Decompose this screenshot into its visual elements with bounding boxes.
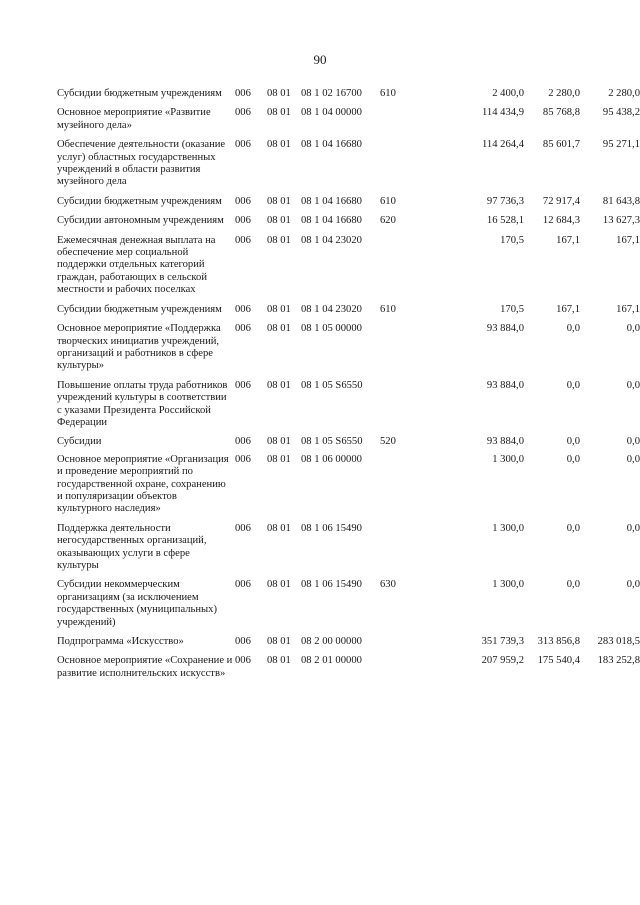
row-amount-year3: 95 438,2 [602, 107, 640, 119]
row-vr: 620 [380, 215, 396, 227]
table-row [57, 234, 640, 297]
row-name: Основное мероприятие «Поддержка творческих инициатив учреждений, организаций и работников в сфере культуры» [57, 323, 221, 372]
row-amount-year2: 0,0 [566, 579, 580, 591]
table-row [57, 453, 640, 516]
row-ved: 006 [235, 234, 251, 246]
row-amount-year3: 95 271,1 [602, 139, 640, 151]
row-name: Повышение оплаты труда работников учреждений культуры в соответствии с указами Президента Российской Федерации [57, 379, 228, 428]
row-rz: 08 01 [267, 323, 291, 335]
row-ved: 006 [235, 107, 251, 119]
row-csr: 08 1 05 S6550 [301, 436, 363, 448]
row-amount-year2: 313 856,8 [537, 636, 580, 648]
row-csr: 08 2 01 00000 [301, 655, 362, 667]
row-rz: 08 01 [267, 636, 291, 648]
row-csr: 08 1 04 23020 [301, 303, 362, 315]
row-amount-year3: 2 280,0 [608, 88, 640, 99]
row-name: Основное мероприятие «Сохранение и развитие исполнительских искусств» [57, 655, 233, 679]
row-csr: 08 1 04 16680 [301, 215, 362, 227]
table-row [57, 195, 640, 208]
row-amount-year2: 85 768,8 [542, 107, 580, 119]
row-amount-year3: 0,0 [626, 379, 640, 391]
table-row [57, 323, 640, 373]
row-name: Основное мероприятие «Организация и проведение мероприятий по государственной охране, сохранению и популяризации объектов культурного наследия» [57, 453, 229, 515]
row-amount-year2: 0,0 [566, 522, 580, 534]
row-csr: 08 1 04 16680 [301, 139, 362, 151]
row-amount-year2: 12 684,3 [542, 215, 580, 227]
table-row [57, 379, 640, 430]
row-amount-year1: 2 400,0 [492, 88, 524, 99]
row-rz: 08 01 [267, 436, 291, 448]
row-amount-year3: 0,0 [626, 323, 640, 335]
row-csr: 08 1 05 00000 [301, 323, 362, 335]
row-amount-year2: 175 540,4 [537, 655, 580, 667]
row-rz: 08 01 [267, 139, 291, 151]
table-row [57, 303, 640, 316]
row-amount-year3: 0,0 [626, 453, 640, 465]
row-csr: 08 1 02 16700 [301, 88, 362, 99]
row-amount-year3: 167,1 [616, 303, 640, 315]
row-csr: 08 1 04 23020 [301, 234, 362, 246]
row-ved: 006 [235, 522, 251, 534]
row-amount-year1: 1 300,0 [492, 453, 524, 465]
page-number: 90 [313, 52, 327, 67]
row-csr: 08 1 04 00000 [301, 107, 362, 119]
row-amount-year1: 16 528,1 [486, 215, 524, 227]
row-name: Основное мероприятие «Развитие музейного дела» [57, 107, 211, 131]
row-ved: 006 [235, 379, 251, 391]
row-amount-year2: 167,1 [556, 234, 580, 246]
row-csr: 08 1 04 16680 [301, 195, 362, 207]
budget-table [57, 88, 640, 680]
row-vr: 610 [380, 195, 396, 207]
row-amount-year2: 0,0 [566, 453, 580, 465]
row-amount-year3: 0,0 [626, 522, 640, 534]
row-ved: 006 [235, 636, 251, 648]
row-amount-year1: 93 884,0 [486, 379, 524, 391]
row-ved: 006 [235, 453, 251, 465]
table-row [57, 522, 640, 573]
row-amount-year2: 2 280,0 [548, 88, 580, 99]
row-rz: 08 01 [267, 453, 291, 465]
row-vr: 630 [380, 579, 396, 591]
row-name: Субсидии бюджетным учреждениям [57, 88, 222, 99]
row-name: Субсидии бюджетным учреждениям [57, 303, 222, 315]
row-vr: 520 [380, 436, 396, 448]
row-rz: 08 01 [267, 579, 291, 591]
row-ved: 006 [235, 655, 251, 667]
row-rz: 08 01 [267, 234, 291, 246]
row-amount-year2: 0,0 [566, 379, 580, 391]
table-row [57, 107, 640, 132]
row-rz: 08 01 [267, 522, 291, 534]
table-row [57, 88, 640, 100]
row-rz: 08 01 [267, 215, 291, 227]
row-name: Ежемесячная денежная выплата на обеспечение мер социальной поддержки отдельных категорий граждан, работающих в сельской местности и рабочих поселках [57, 234, 216, 296]
row-amount-year1: 114 434,9 [482, 107, 524, 119]
table-row [57, 139, 640, 189]
table-row [57, 215, 640, 227]
row-amount-year1: 1 300,0 [492, 522, 524, 534]
table-row [57, 636, 640, 648]
row-rz: 08 01 [267, 379, 291, 391]
row-rz: 08 01 [267, 303, 291, 315]
row-amount-year1: 114 264,4 [482, 139, 524, 151]
row-name: Субсидии [57, 436, 102, 448]
row-amount-year2: 0,0 [566, 436, 580, 448]
row-ved: 006 [235, 303, 251, 315]
row-amount-year1: 207 959,2 [481, 655, 524, 667]
row-amount-year2: 0,0 [566, 323, 580, 335]
row-ved: 006 [235, 215, 251, 227]
table-row [57, 579, 640, 629]
row-csr: 08 1 06 15490 [301, 579, 362, 591]
row-amount-year3: 13 627,3 [602, 215, 640, 227]
row-amount-year1: 93 884,0 [486, 436, 524, 448]
row-ved: 006 [235, 579, 251, 591]
row-ved: 006 [235, 323, 251, 335]
row-ved: 006 [235, 139, 251, 151]
row-amount-year2: 167,1 [556, 303, 580, 315]
row-vr: 610 [380, 88, 396, 99]
row-amount-year1: 93 884,0 [486, 323, 524, 335]
row-csr: 08 1 06 15490 [301, 522, 362, 534]
row-ved: 006 [235, 195, 251, 207]
row-amount-year3: 0,0 [626, 579, 640, 591]
row-amount-year3: 167,1 [616, 234, 640, 246]
row-rz: 08 01 [267, 88, 291, 99]
row-amount-year1: 1 300,0 [492, 579, 524, 591]
row-amount-year1: 97 736,3 [486, 195, 524, 207]
row-amount-year3: 0,0 [626, 436, 640, 448]
row-rz: 08 01 [267, 195, 291, 207]
row-amount-year2: 85 601,7 [542, 139, 580, 151]
row-name: Субсидии бюджетным учреждениям [57, 195, 222, 207]
row-rz: 08 01 [267, 107, 291, 119]
row-name: Обеспечение деятельности (оказание услуг) областных государственных учреждений в области развития музейного дела [57, 139, 226, 188]
row-rz: 08 01 [267, 655, 291, 667]
table-row [57, 655, 640, 680]
row-ved: 006 [235, 88, 251, 99]
row-amount-year1: 170,5 [500, 303, 524, 315]
row-csr: 08 1 05 S6550 [301, 379, 363, 391]
table-row [57, 436, 640, 448]
row-name: Субсидии автономным учреждениям [57, 215, 224, 227]
row-amount-year3: 283 018,5 [597, 636, 640, 648]
row-csr: 08 2 00 00000 [301, 636, 362, 648]
row-amount-year2: 72 917,4 [542, 195, 580, 207]
row-amount-year1: 351 739,3 [481, 636, 524, 648]
row-ved: 006 [235, 436, 251, 448]
row-name: Подпрограмма «Искусство» [57, 636, 184, 648]
row-amount-year3: 183 252,8 [597, 655, 640, 667]
row-name: Субсидии некоммерческим организациям (за исключением государственных (муниципальных) учреждений) [57, 579, 217, 628]
row-amount-year1: 170,5 [500, 234, 524, 246]
row-csr: 08 1 06 00000 [301, 453, 362, 465]
row-amount-year3: 81 643,8 [602, 195, 640, 207]
row-name: Поддержка деятельности негосударственных организаций, оказывающих услуги в сфере культуры [57, 522, 207, 571]
row-vr: 610 [380, 303, 396, 315]
